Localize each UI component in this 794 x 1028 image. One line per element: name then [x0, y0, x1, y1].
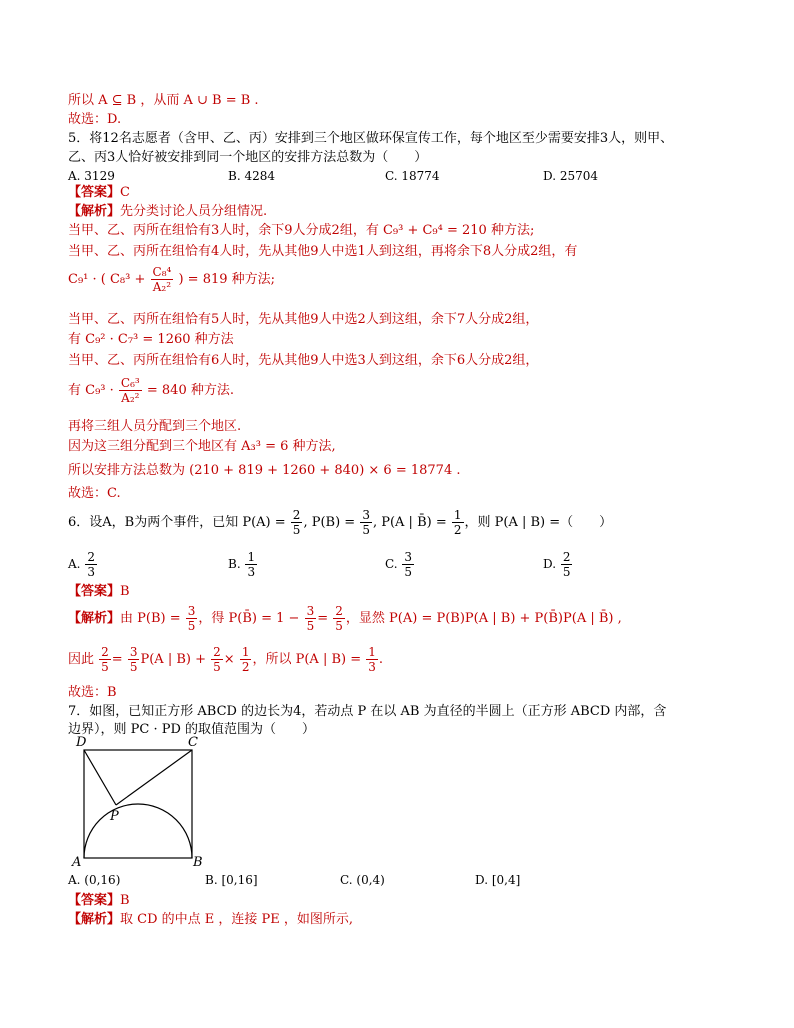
q5-case4-formula: [68, 264, 275, 296]
q5-case5: 当甲、乙、丙所在组恰有5人时，先从其他9人中选2人到这组，余下7人分成2组，: [68, 312, 539, 327]
formula-post: ) = 819 种方法;: [178, 272, 276, 287]
q5-option-d: D. 25704: [543, 169, 598, 183]
q7-option-c: C. (0,4): [340, 873, 385, 887]
q6-option-c: C. $\frac{3}{5}$: [385, 550, 413, 579]
semicircle: [84, 804, 192, 858]
q6-analysis-1: 【解析】由 P(B) = $\frac{3}{5}$ ，得 P(B̄) = 1 − $\frac{3}{5}$ = $\frac{2}{5}$ ，显然 P(A) = P(B)P(A | B) + P(B̄)P(A | B̄) ,: [68, 604, 622, 633]
q7-option-d: D. [0,4]: [475, 873, 521, 887]
q7-stem-2: 边界），则 PC · PD 的取值范围为（ ）: [68, 722, 316, 737]
label-d: D: [76, 735, 87, 750]
q5-case3: 当甲、乙、丙所在组恰有3人时，余下9人分成2组，有 C₉³ + C₉⁴ = 210 种方法;: [68, 223, 535, 238]
q5-option-b: B. 4284: [228, 169, 275, 183]
q6-stem: 6．设A，B为两个事件，已知 P(A) = $\frac{2}{5}$ , P(B) = $\frac{3}{5}$ , P(A | B̄) = $\frac{1}{2}$ ，则 P(A | B) =（ ）: [68, 508, 613, 537]
label-c: C: [188, 735, 198, 750]
segment-pd: [84, 750, 116, 805]
q6-analysis-2: 因此 $\frac{2}{5}$ = $\frac{3}{5}$ P(A | B) + $\frac{2}{5}$ × $\frac{1}{2}$ ，所以 P(A | B) = $\frac{1}{3}$ .: [68, 645, 384, 674]
q5-total: 所以安排方法总数为 (210 + 819 + 1260 + 840) × 6 = 18774 .: [68, 463, 461, 478]
q5-assign: 再将三组人员分配到三个地区.: [68, 419, 242, 434]
q7-analysis: 【解析】取 CD 的中点 E ，连接 PE ，如图所示,: [68, 912, 354, 927]
fraction: $\frac{\text{C₈⁴}}{\text{A₂²}}$: [152, 265, 172, 294]
formula-pre: C₉¹ · ( C₈³ +: [68, 272, 146, 287]
line-conclusion: 所以 A ⊆ B ，从而 A ∪ B = B .: [68, 93, 259, 108]
q5-stem-1: 5．将12名志愿者（含甲、乙、丙）安排到三个地区做环保宣传工作，每个地区至少需要安排3人，则甲、: [68, 131, 674, 146]
label-a: A: [72, 855, 82, 868]
q5-analysis: [68, 203, 267, 221]
q5-case6: 当甲、乙、丙所在组恰有6人时，先从其他9人中选3人到这组，余下6人分成2组，: [68, 353, 539, 368]
q6-answer: 【答案】B: [68, 584, 130, 599]
line-choose: 故选：D.: [68, 112, 122, 127]
analysis-tag: 【解析】: [68, 204, 121, 219]
q5-case5b: 有 C₉² · C₇³ = 1260 种方法: [68, 332, 234, 347]
square-semicircle-figure: [68, 734, 208, 868]
q5-option-c: C. 18774: [385, 169, 440, 183]
q5-case4: 当甲、乙、丙所在组恰有4人时，先从其他9人中选1人到这组，再将余下8人分成2组，有: [68, 244, 578, 259]
segment-pc: [116, 750, 192, 805]
analysis-text: 先分类讨论人员分组情况.: [120, 204, 268, 219]
q7-stem-1: 7．如图，已知正方形 ABCD 的边长为4，若动点 P 在以 AB 为直径的半圆上（正方形 ABCD 内部，含: [68, 704, 667, 719]
q5-case6-formula: 有 C₉³ · $\frac{\text{C₆³}}{\text{A₂²}}$ = 840 种方法.: [68, 376, 234, 405]
q5-answer: [68, 184, 130, 202]
q5-stem-2: 乙、丙3人恰好被安排到同一个地区的安排方法总数为（ ）: [68, 150, 428, 165]
q7-option-a: A. (0,16): [68, 873, 121, 887]
q5-assign2: 因为这三组分配到三个地区有 A₃³ = 6 种方法,: [68, 439, 336, 454]
q7-option-b: B. [0,16]: [205, 873, 258, 887]
answer-tag: 【答案】: [68, 185, 121, 200]
label-p: P: [110, 809, 119, 824]
answer-value: C: [120, 185, 130, 200]
q6-choose: 故选：B: [68, 685, 117, 700]
q7-answer: 【答案】B: [68, 893, 130, 908]
q6-option-d: D. $\frac{2}{5}$: [543, 550, 571, 579]
q5-choose: 故选：C.: [68, 486, 121, 501]
q5-option-a: A. 3129: [68, 169, 115, 183]
q6-option-b: B. $\frac{1}{3}$: [228, 550, 256, 579]
label-b: B: [193, 855, 203, 868]
q6-option-a: A. $\frac{2}{3}$: [68, 550, 95, 579]
